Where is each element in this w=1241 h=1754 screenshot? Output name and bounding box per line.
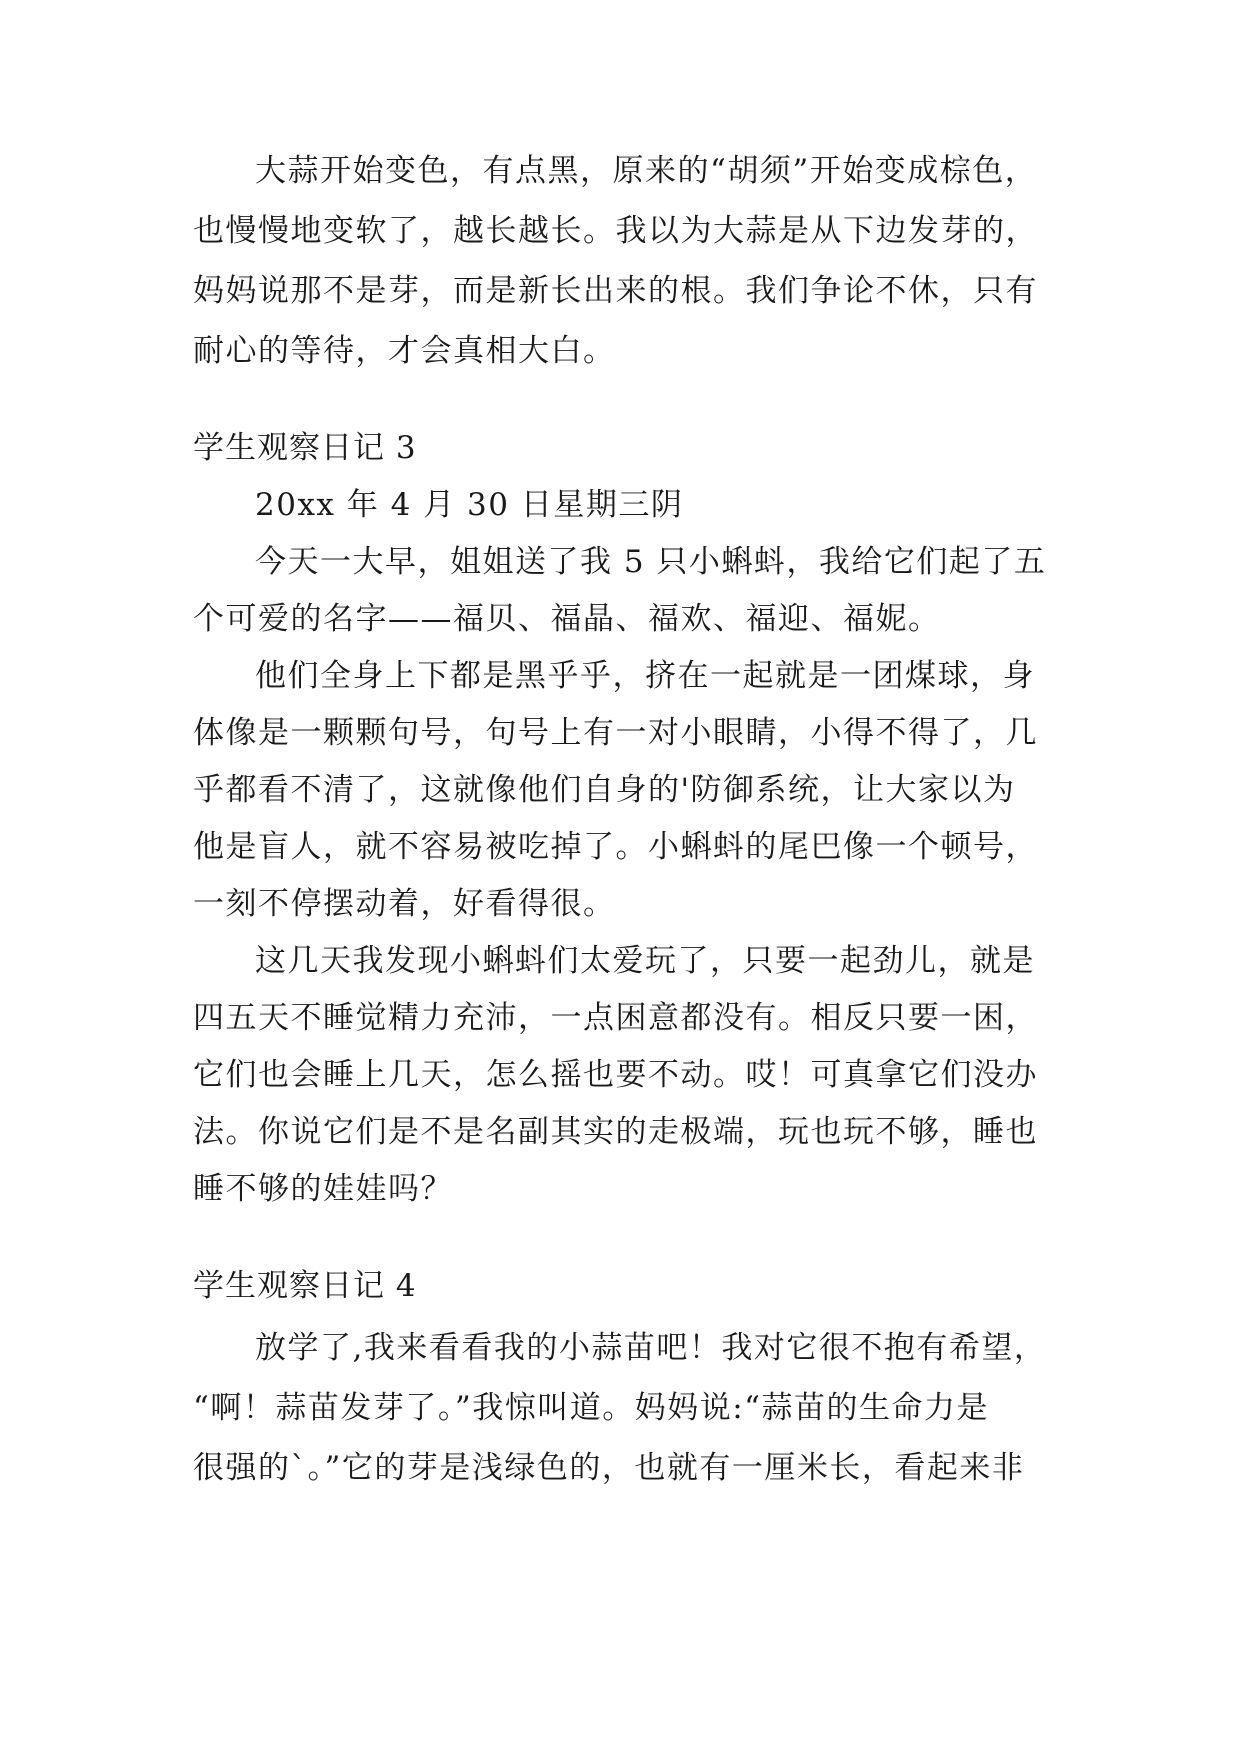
paragraph-line: 体像是一颗颗句号，句号上有一对小眼睛，小得不得了，几 xyxy=(193,715,1038,751)
diary-date: 20xx 年 4 月 30 日星期三阴 xyxy=(255,487,684,523)
paragraph-line: 乎都看不清了，这就像他们自身的'防御系统，让大家以为 xyxy=(193,772,1016,808)
paragraph-line: 这几天我发现小蝌蚪们太爱玩了，只要一起劲儿，就是 xyxy=(255,943,1035,979)
paragraph-line: 放学了,我来看看我的小蒜苗吧！我对它很不抱有希望， xyxy=(255,1330,1047,1366)
paragraph-line: 四五天不睡觉精力充沛，一点困意都没有。相反只要一困， xyxy=(193,1000,1038,1036)
paragraph-line: 睡不够的娃娃吗？ xyxy=(193,1171,453,1207)
paragraph-line: 也慢慢地变软了，越长越长。我以为大蒜是从下边发芽的， xyxy=(193,213,1038,249)
paragraph-line: “啊！蒜苗发芽了。”我惊叫道。妈妈说:“蒜苗的生命力是 xyxy=(193,1390,989,1426)
section-heading: 学生观察日记 4 xyxy=(193,1268,417,1304)
paragraph-line: 它们也会睡上几天，怎么摇也要不动。哎！可真拿它们没办 xyxy=(193,1057,1038,1093)
paragraph-line: 大蒜开始变色，有点黑，原来的“胡须”开始变成棕色， xyxy=(255,153,1038,189)
paragraph-line: 他是盲人，就不容易被吃掉了。小蝌蚪的尾巴像一个顿号， xyxy=(193,829,1038,865)
paragraph-line: 他们全身上下都是黑乎乎，挤在一起就是一团煤球，身 xyxy=(255,658,1035,694)
paragraph-line: 耐心的等待，才会真相大白。 xyxy=(193,333,616,369)
paragraph-line: 一刻不停摆动着，好看得很。 xyxy=(193,886,616,922)
paragraph-line: 很强的`。”它的芽是浅绿色的，也就有一厘米长，看起来非 xyxy=(193,1450,1025,1486)
paragraph-line: 妈妈说那不是芽，而是新长出来的根。我们争论不休，只有 xyxy=(193,273,1038,309)
section-heading: 学生观察日记 3 xyxy=(193,430,417,466)
paragraph-line: 今天一大早，姐姐送了我 5 只小蝌蚪，我给它们起了五 xyxy=(255,544,1047,580)
paragraph-line: 个可爱的名字——福贝、福晶、福欢、福迎、福妮。 xyxy=(193,601,941,637)
paragraph-line: 法。你说它们是不是名副其实的走极端，玩也玩不够，睡也 xyxy=(193,1114,1038,1150)
